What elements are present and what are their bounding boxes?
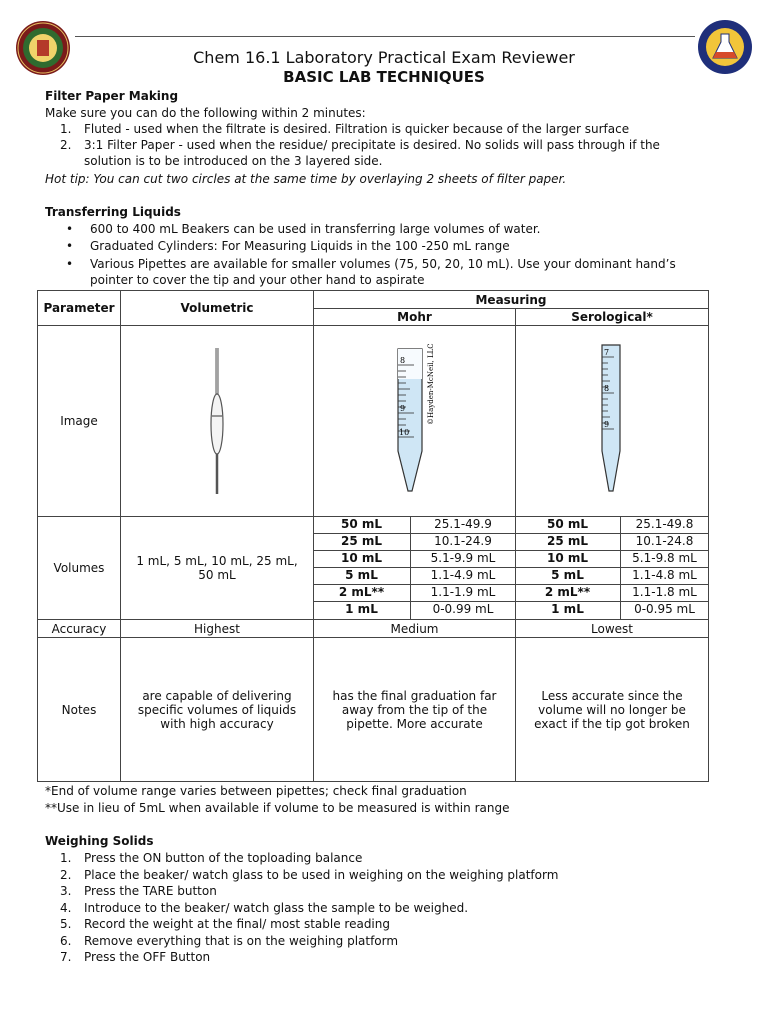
- filter-intro: Make sure you can do the following within 2 minutes:: [45, 106, 366, 120]
- list-number: 4.: [60, 900, 72, 915]
- bullet-icon: •: [66, 257, 74, 271]
- volume-size: 5 mL: [551, 568, 584, 582]
- grid-line: [410, 516, 411, 619]
- list-number: 1.: [60, 122, 72, 136]
- footnote-1: *End of volume range varies between pipettes; check final graduation: [45, 784, 467, 798]
- serological-pipette-image: [582, 341, 642, 501]
- volume-range: 10.1-24.8: [635, 534, 694, 548]
- list-number: 2.: [60, 138, 72, 152]
- bullet-text: Graduated Cylinders: For Measuring Liquids in the 100 -250 mL range: [90, 239, 510, 253]
- volume-size: 1 mL: [551, 602, 584, 616]
- bullet-icon: •: [66, 239, 74, 253]
- list-text: Fluted - used when the filtrate is desired. Filtration is quicker because of the larger surface: [84, 122, 630, 136]
- list-number: 5.: [60, 917, 72, 931]
- list-text: Press the TARE button: [84, 884, 217, 898]
- list-text: solution is to be introduced on the 3 layered side.: [84, 154, 383, 168]
- pipette-table: [37, 290, 709, 782]
- hot-tip: Hot tip: You can cut two circles at the same time by overlaying 2 sheets of filter paper.: [45, 172, 567, 186]
- mohr-image-cell: [313, 325, 516, 517]
- volume-range: 25.1-49.8: [635, 517, 694, 531]
- volume-size: 2 mL**: [544, 585, 591, 599]
- bullet-text: Various Pipettes are available for smaller volumes (75, 50, 20, 10 mL). Use your dominant hand’s: [90, 257, 676, 271]
- grid-line: [620, 516, 621, 619]
- list-text: Press the ON button of the toploading balance: [84, 851, 363, 865]
- volume-size: 10 mL: [546, 551, 589, 565]
- sero-tick-label: 9: [604, 420, 610, 429]
- header-parameter: Parameter: [37, 290, 121, 326]
- mohr-copyright-label: ©Hayden-McNeil, LLC: [426, 343, 435, 425]
- bullet-text: pointer to cover the tip and your other hand to aspirate: [90, 273, 425, 287]
- volume-range: 10.1-24.9: [434, 534, 492, 548]
- grid-line: [313, 550, 516, 551]
- volume-size: 50 mL: [340, 517, 383, 531]
- page-title: Chem 16.1 Laboratory Practical Exam Reviewer: [193, 48, 575, 67]
- list-number: 6.: [60, 933, 72, 948]
- grid-line: [313, 584, 516, 585]
- sero-tick-label: 7: [604, 348, 610, 357]
- volume-range: 1.1-1.9 mL: [430, 585, 496, 599]
- accuracy-mohr: Medium: [313, 619, 516, 638]
- list-number: 7.: [60, 950, 72, 964]
- header-volumetric: Volumetric: [120, 290, 314, 326]
- header-mohr: Mohr: [313, 308, 516, 326]
- header-measuring: Measuring: [313, 290, 709, 309]
- row-label-accuracy: Accuracy: [37, 619, 121, 638]
- bullet-icon: •: [66, 222, 74, 236]
- notes-serological: Less accurate since the volume will no longer be exact if the tip got broken: [515, 637, 709, 782]
- sero-tick-label: 8: [604, 384, 610, 393]
- volume-range: 1.1-1.8 mL: [632, 585, 697, 599]
- list-text: Place the beaker/ watch glass to be used in weighing on the weighing platform: [84, 867, 559, 882]
- notes-volumetric: are capable of delivering specific volumes of liquids with high accuracy: [120, 637, 314, 782]
- volume-range: 1.1-4.8 mL: [632, 568, 697, 582]
- list-text: Press the OFF Button: [84, 950, 211, 964]
- row-label-image: Image: [37, 325, 121, 517]
- grid-line: [313, 567, 516, 568]
- mohr-pipette-image: [370, 341, 460, 501]
- volume-range: 1.1-4.9 mL: [430, 568, 496, 582]
- footnote-2: **Use in lieu of 5mL when available if volume to be measured is within range: [45, 801, 510, 815]
- grid-line: [515, 601, 709, 602]
- volume-size: 10 mL: [340, 551, 383, 565]
- volume-size: 25 mL: [340, 534, 383, 548]
- list-text: Record the weight at the final/ most stable reading: [84, 917, 390, 931]
- volume-size: 1 mL: [345, 602, 378, 616]
- accuracy-serological: Lowest: [515, 619, 709, 638]
- section-heading-filter: Filter Paper Making: [45, 89, 179, 103]
- bullet-text: 600 to 400 mL Beakers can be used in transferring large volumes of water.: [90, 222, 541, 236]
- volumetric-volumes: 1 mL, 5 mL, 10 mL, 25 mL, 50 mL: [120, 516, 314, 620]
- notes-mohr: has the final graduation far away from the tip of the pipette. More accurate: [313, 637, 516, 782]
- volume-size: 2 mL**: [338, 585, 385, 599]
- grid-line: [515, 567, 709, 568]
- mohr-tick-label: 9: [399, 404, 405, 413]
- page-subtitle: BASIC LAB TECHNIQUES: [283, 68, 485, 86]
- header-serological: Serological*: [515, 308, 709, 326]
- list-text: Introduce to the beaker/ watch glass the sample to be weighed.: [84, 900, 469, 915]
- volume-range: 5.1-9.8 mL: [632, 551, 697, 565]
- grid-line: [313, 601, 516, 602]
- volume-range: 0-0.99 mL: [432, 602, 494, 616]
- list-text: 3:1 Filter Paper - used when the residue/ precipitate is desired. No solids will pass through if the: [84, 138, 660, 152]
- volume-size: 50 mL: [546, 517, 589, 531]
- volume-range: 5.1-9.9 mL: [430, 551, 496, 565]
- volumetric-image-cell: [120, 325, 314, 517]
- grid-line: [313, 533, 516, 534]
- list-number: 2.: [60, 867, 72, 882]
- volume-range: 0-0.95 mL: [634, 602, 695, 616]
- header-rule: [75, 36, 695, 37]
- list-text: Remove everything that is on the weighing platform: [84, 933, 399, 948]
- accuracy-volumetric: Highest: [120, 619, 314, 638]
- grid-line: [515, 550, 709, 551]
- list-number: 3.: [60, 884, 72, 898]
- serological-image-cell: [515, 325, 709, 517]
- section-heading-transfer: Transferring Liquids: [45, 205, 181, 219]
- volume-range: 25.1-49.9: [434, 517, 492, 531]
- grid-line: [515, 533, 709, 534]
- row-label-notes: Notes: [37, 637, 121, 782]
- grid-line: [515, 584, 709, 585]
- volume-size: 25 mL: [546, 534, 589, 548]
- mohr-tick-label: 8: [399, 356, 405, 365]
- list-number: 1.: [60, 851, 72, 865]
- volume-size: 5 mL: [345, 568, 378, 582]
- volumetric-pipette-image: [197, 346, 237, 496]
- section-heading-weighing: Weighing Solids: [45, 834, 154, 848]
- mohr-tick-label: 10: [398, 428, 409, 437]
- row-label-volumes: Volumes: [37, 516, 121, 620]
